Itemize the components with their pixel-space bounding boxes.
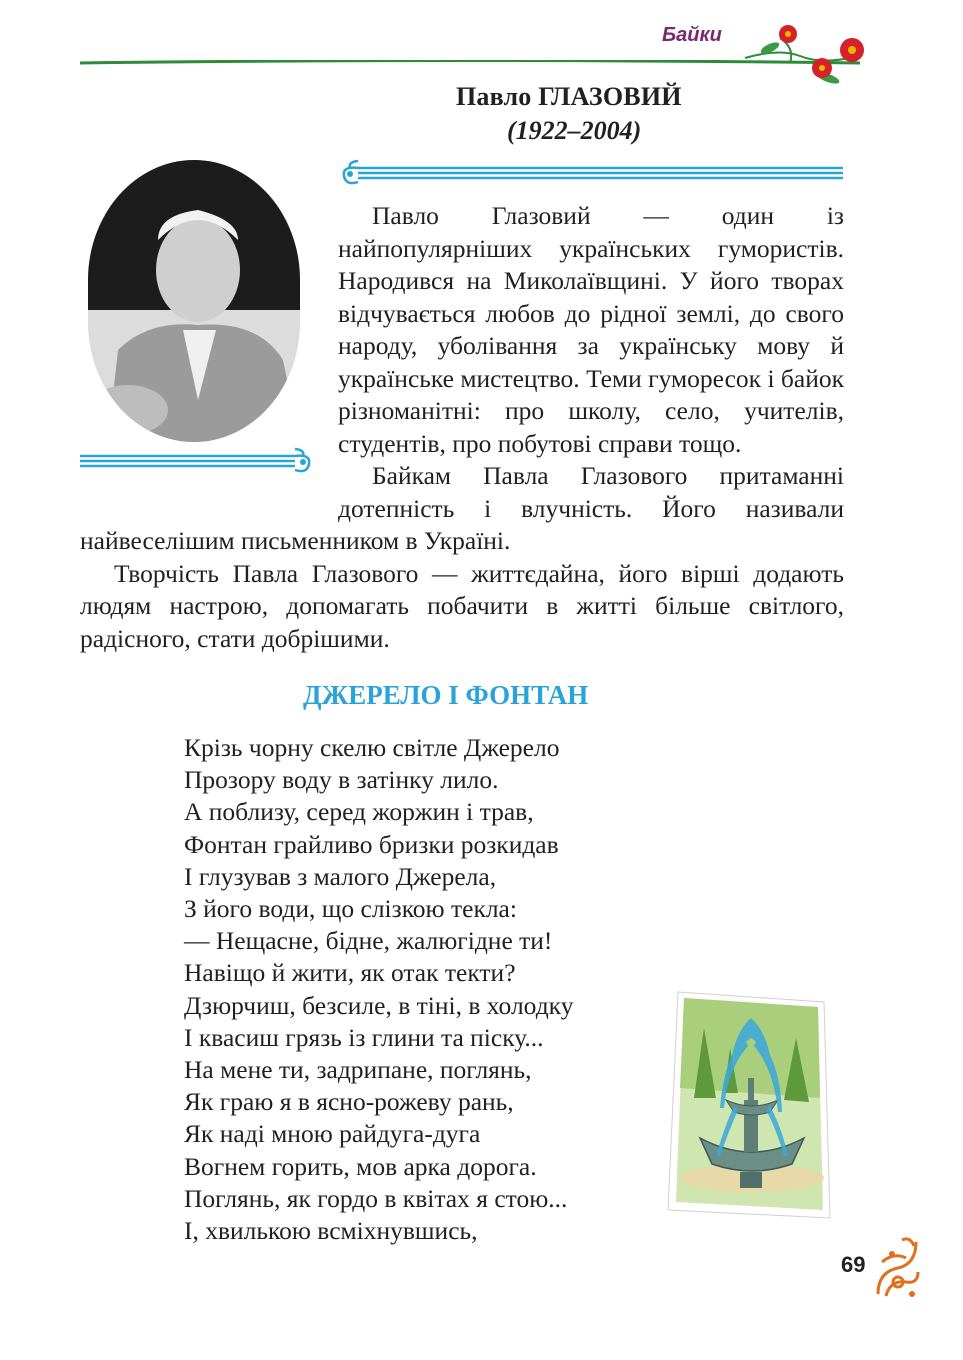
poem-line: Фонтан грайливо бризки розкидав xyxy=(184,829,559,859)
author-biography xyxy=(80,200,844,655)
author-name: Павло ГЛАЗОВИЙ xyxy=(456,82,682,111)
bio-paragraph: Байкам Павла Глазового притаманні дотепність і влучність. Його називали найвеселішим письменником в Україні. xyxy=(80,461,844,555)
poem-line: Поглянь, як гордо в квітах я стою... xyxy=(184,1183,568,1213)
poem-line: Крізь чорну скелю світле Джерело xyxy=(184,733,560,762)
blue-scroll-ornament-icon xyxy=(338,156,843,190)
red-flowers-icon xyxy=(740,18,880,90)
poem-line: Вогнем горить, мов арка дорога. xyxy=(184,1151,537,1181)
poem-line: На мене ти, задрипане, поглянь, xyxy=(184,1055,532,1085)
poem-line: Як наді мною райдуга-дуга xyxy=(184,1119,481,1149)
poem-line: Навіщо й жити, як отак текти? xyxy=(184,958,516,988)
poem-line: І квасиш грязь із глини та піску... xyxy=(184,1022,544,1052)
bio-paragraph: Павло Глазовий — один із найпопулярніших українських гумористів. Народився на Миколаївщині. У його творах відчувається любов до рідної землі, до свого народу, уболівання за українську мову й українське мистецтво. Теми гуморесок і байок різноманітні: про школу, село, учителів, студентів, про побутові справи тощо. xyxy=(338,201,844,458)
poem-line: А поблизу, серед жоржин і трав, xyxy=(184,797,534,827)
poem-line: І глузував з малого Джерела, xyxy=(184,861,497,891)
author-years: (1922–2004) xyxy=(507,116,642,145)
poem-line: Як граю я в ясно-рожеву рань, xyxy=(184,1087,514,1117)
orange-corner-ornament-icon xyxy=(872,1232,922,1302)
poem-text xyxy=(184,732,573,1247)
poem-line: З його води, що слізкою текла: xyxy=(184,894,517,924)
poem-line: Прозору воду в затінку лило. xyxy=(184,765,499,795)
page-number: 69 xyxy=(841,1252,866,1277)
poem-line: — Нещасне, бідне, жалюгідне ти! xyxy=(184,926,553,956)
fountain-illustration xyxy=(664,988,834,1223)
poem-line: Дзюрчиш, безсиле, в тіні, в холодку xyxy=(184,990,574,1020)
section-label: Байки xyxy=(662,24,722,46)
poem-title: ДЖЕРЕЛО І ФОНТАН xyxy=(303,680,589,710)
bio-paragraph: Творчість Павла Глазового — життєдайна, його вірші додають людям настрою, допомагать побачити в житті більше світлого, радісного, стати добрішими. xyxy=(80,558,844,653)
poem-line: І, хвилькою всміхнувшись, xyxy=(184,1216,478,1246)
